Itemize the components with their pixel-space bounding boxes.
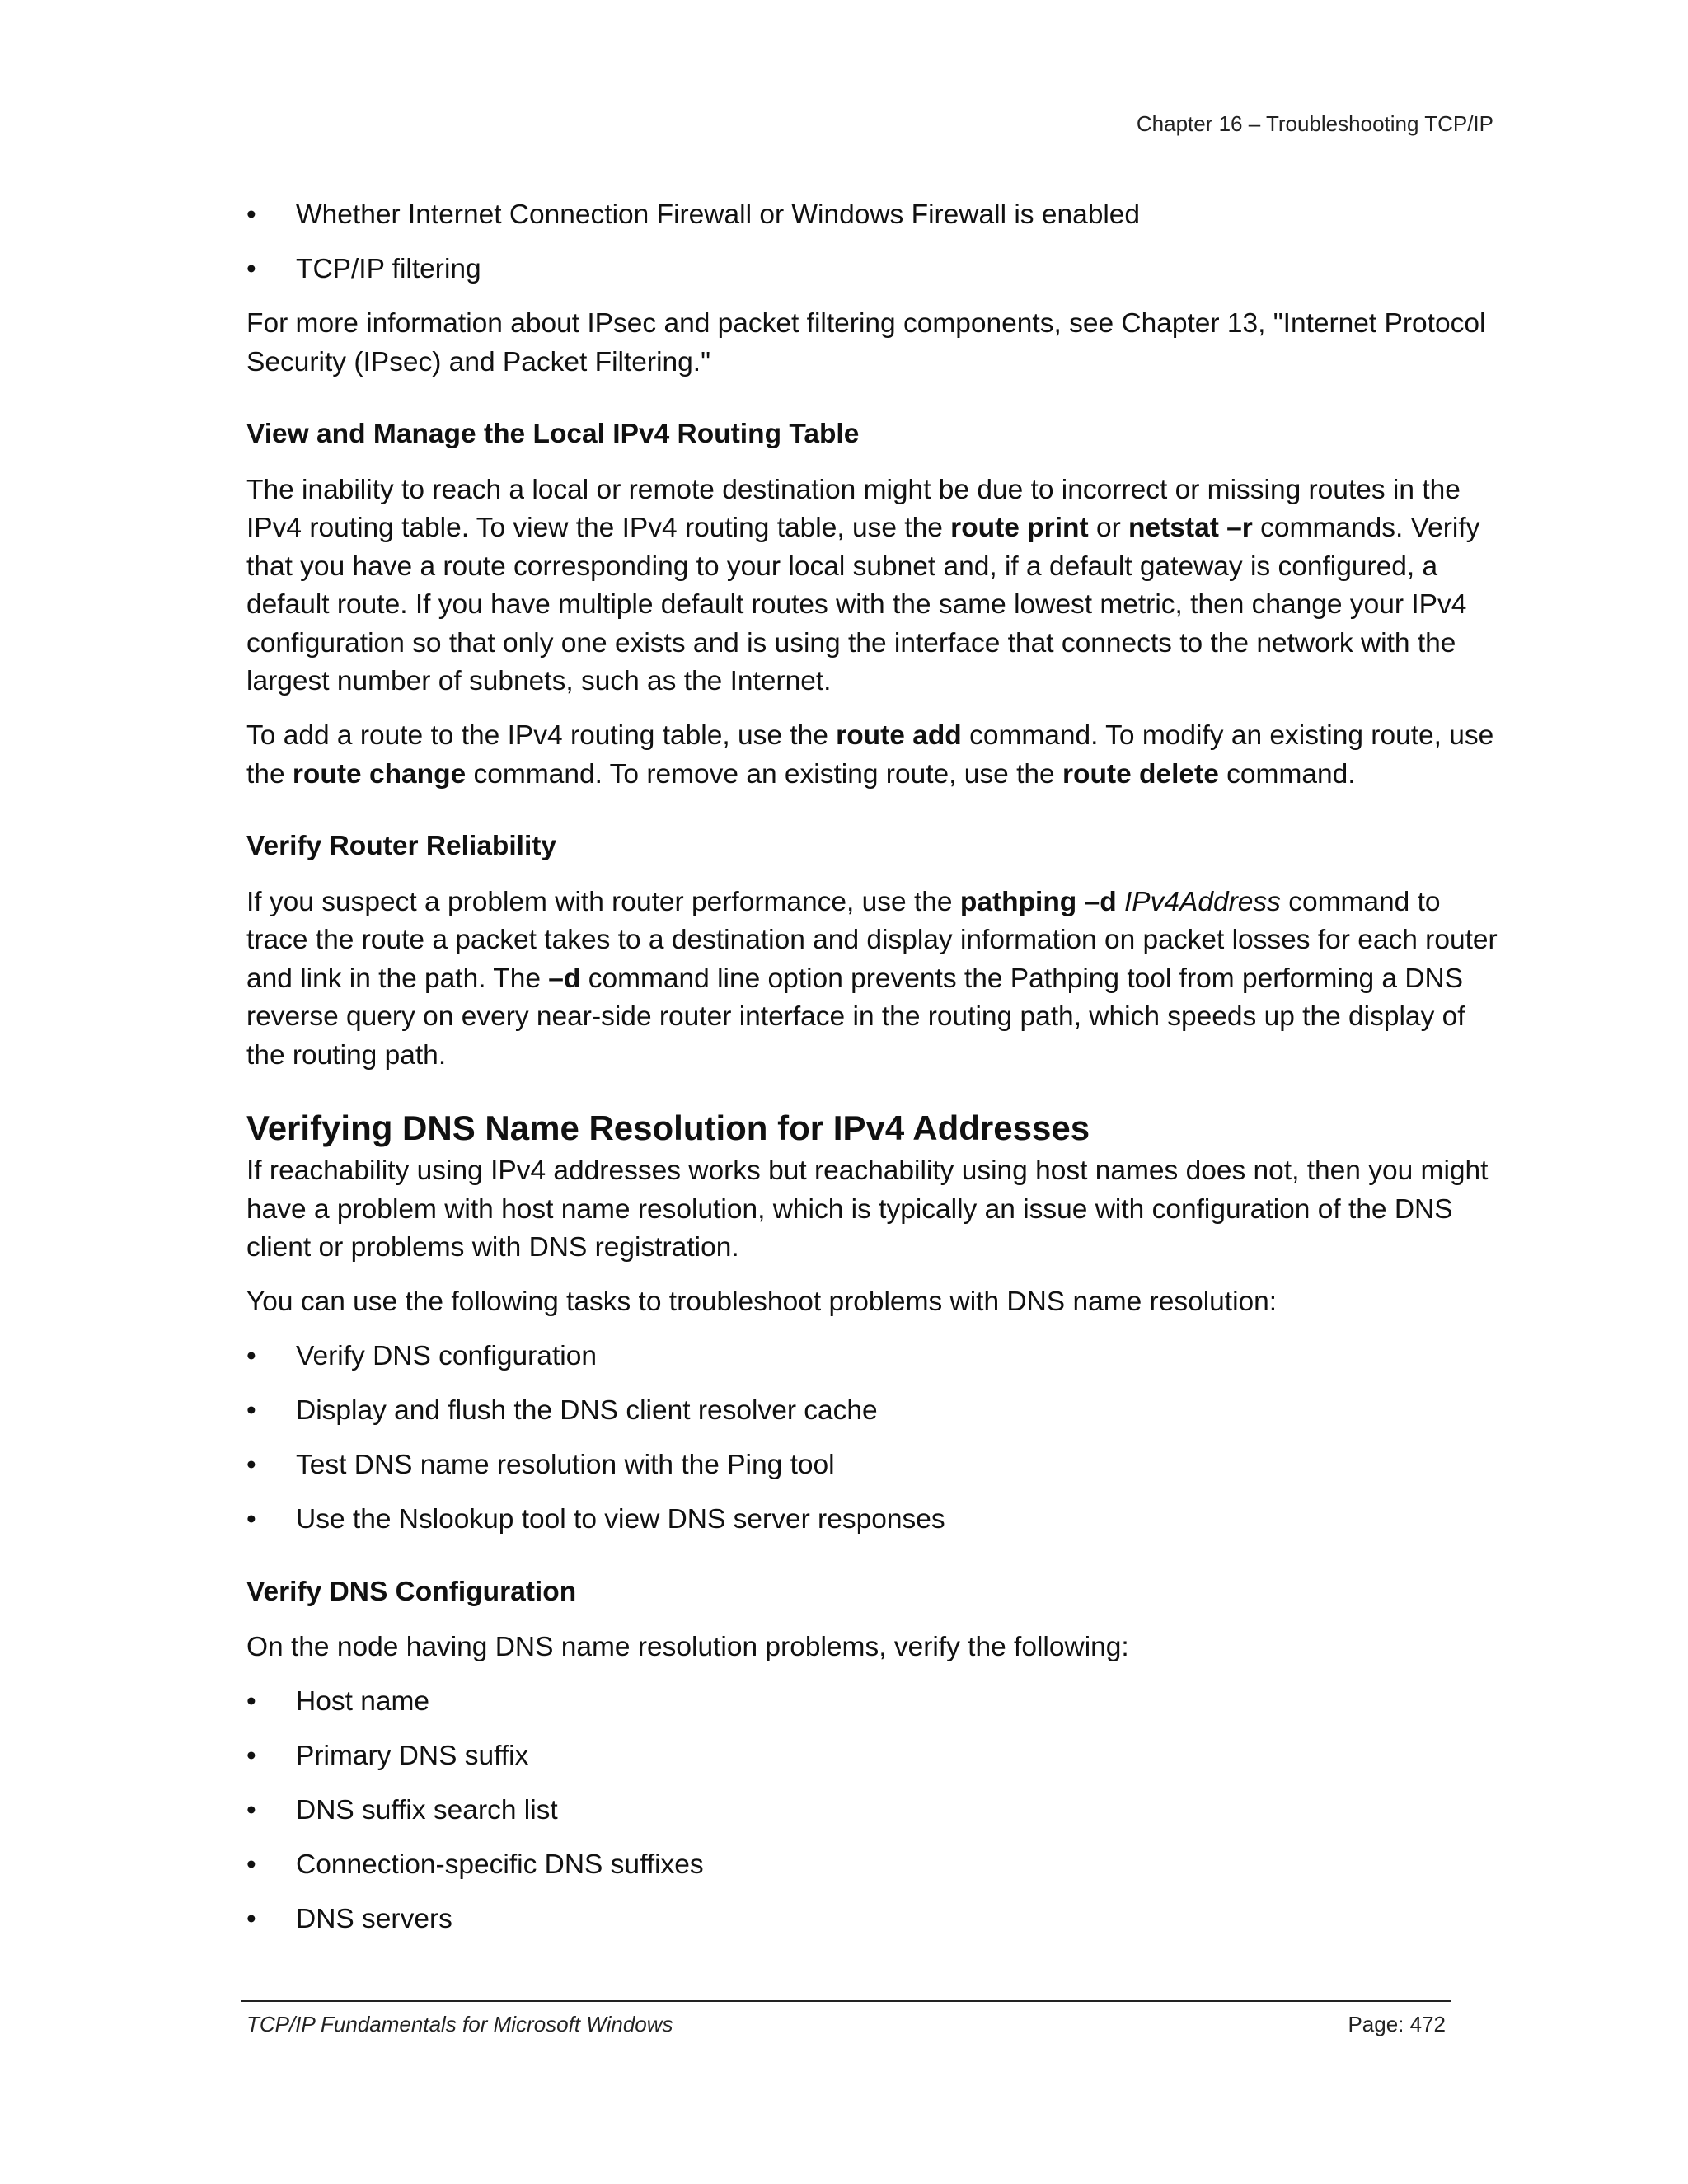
list-item: • Primary DNS suffix <box>246 1737 1499 1776</box>
ipsec-reference-paragraph: For more information about IPsec and packet filtering components, see Chapter 13, "Internet Protocol Security (IPsec) and Packet Filtering." <box>246 308 1486 377</box>
footer-divider <box>241 2000 1451 2002</box>
footer-page-number: Page: 472 <box>1348 2012 1446 2036</box>
dns-resolution-heading: Verifying DNS Name Resolution for IPv4 Addresses <box>246 1108 1090 1147</box>
list-item: • Test DNS name resolution with the Ping tool <box>246 1446 1499 1485</box>
command-option-d: –d <box>548 963 581 994</box>
routing-table-heading: View and Manage the Local IPv4 Routing Table <box>246 419 860 449</box>
list-item: • DNS suffix search list <box>246 1792 1499 1830</box>
router-reliability-heading: Verify Router Reliability <box>246 831 557 861</box>
text-run: To add a route to the IPv4 routing table, use the <box>246 720 837 751</box>
firewall-bullet-list <box>246 196 1499 289</box>
command-argument: IPv4Address <box>1123 886 1281 917</box>
routing-table-paragraph-1 <box>246 471 1499 701</box>
text-run: command to trace the route a packet takes to a destination and display information on packet losses for each router and link in the path. The <box>246 886 1498 994</box>
text-run: or <box>1088 513 1129 543</box>
command-route-add: route add <box>836 720 962 751</box>
list-item: • Display and flush the DNS client resolver cache <box>246 1392 1499 1431</box>
list-item: • Connection-specific DNS suffixes <box>246 1846 1499 1885</box>
list-item: • DNS servers <box>246 1900 1499 1939</box>
list-item: • Whether Internet Connection Firewall or Windows Firewall is enabled <box>246 196 1499 235</box>
dns-tasks-list <box>246 1338 1499 1540</box>
routing-table-paragraph-2 <box>246 717 1499 794</box>
command-pathping: pathping –d <box>959 886 1117 917</box>
text-run: command. To remove an existing route, use the <box>466 758 1062 790</box>
dns-config-heading: Verify DNS Configuration <box>246 1576 577 1607</box>
dns-resolution-paragraph-1: If reachability using IPv4 addresses works but reachability using host names does not, then you might have a problem with host name resolution, which is typically an issue with configuration of the DNS client or problems with DNS registration. <box>246 1155 1489 1263</box>
dns-config-items-list <box>246 1683 1499 1939</box>
command-netstat-r: netstat –r <box>1128 513 1253 543</box>
dns-config-paragraph: On the node having DNS name resolution problems, verify the following: <box>246 1632 1129 1662</box>
command-route-change: route change <box>292 758 467 790</box>
list-item: • Host name <box>246 1683 1499 1722</box>
dns-resolution-paragraph-2: You can use the following tasks to troubleshoot problems with DNS name resolution: <box>246 1286 1278 1317</box>
text-run: The inability to reach a local or remote destination might be due to incorrect or missing routes in the IPv4 routing table. To view the IPv4 routing table, use the <box>246 474 1461 543</box>
text-run: If you suspect a problem with router performance, use the <box>246 886 960 917</box>
running-header: Chapter 16 – Troubleshooting TCP/IP <box>1136 111 1493 136</box>
text-run: command line option prevents the Pathping tool from performing a DNS reverse query on every near-side router interface in the routing path, which speeds up the display of the routing path. <box>246 963 1465 1071</box>
list-item: • TCP/IP filtering <box>246 251 1499 289</box>
text-run: command. To modify an existing route, use the <box>246 720 1494 790</box>
text-run: commands. Verify that you have a route corresponding to your local subnet and, if a default gateway is configured, a default route. If you have multiple default routes with the same lowest metric, then change your IPv4 configuration so that only one exists and is using the interface that connects to the network with the largest number of subnets, such as the Internet. <box>246 513 1480 696</box>
list-item: • Use the Nslookup tool to view DNS server responses <box>246 1501 1499 1540</box>
command-route-print: route print <box>950 513 1089 543</box>
footer-book-title: TCP/IP Fundamentals for Microsoft Windows <box>246 2012 673 2036</box>
text-run <box>1117 887 1124 917</box>
command-route-delete: route delete <box>1062 758 1219 790</box>
router-reliability-paragraph <box>246 883 1499 1076</box>
list-item: • Verify DNS configuration <box>246 1338 1499 1376</box>
page-content <box>246 196 1499 1955</box>
text-run: command. <box>1218 758 1356 790</box>
